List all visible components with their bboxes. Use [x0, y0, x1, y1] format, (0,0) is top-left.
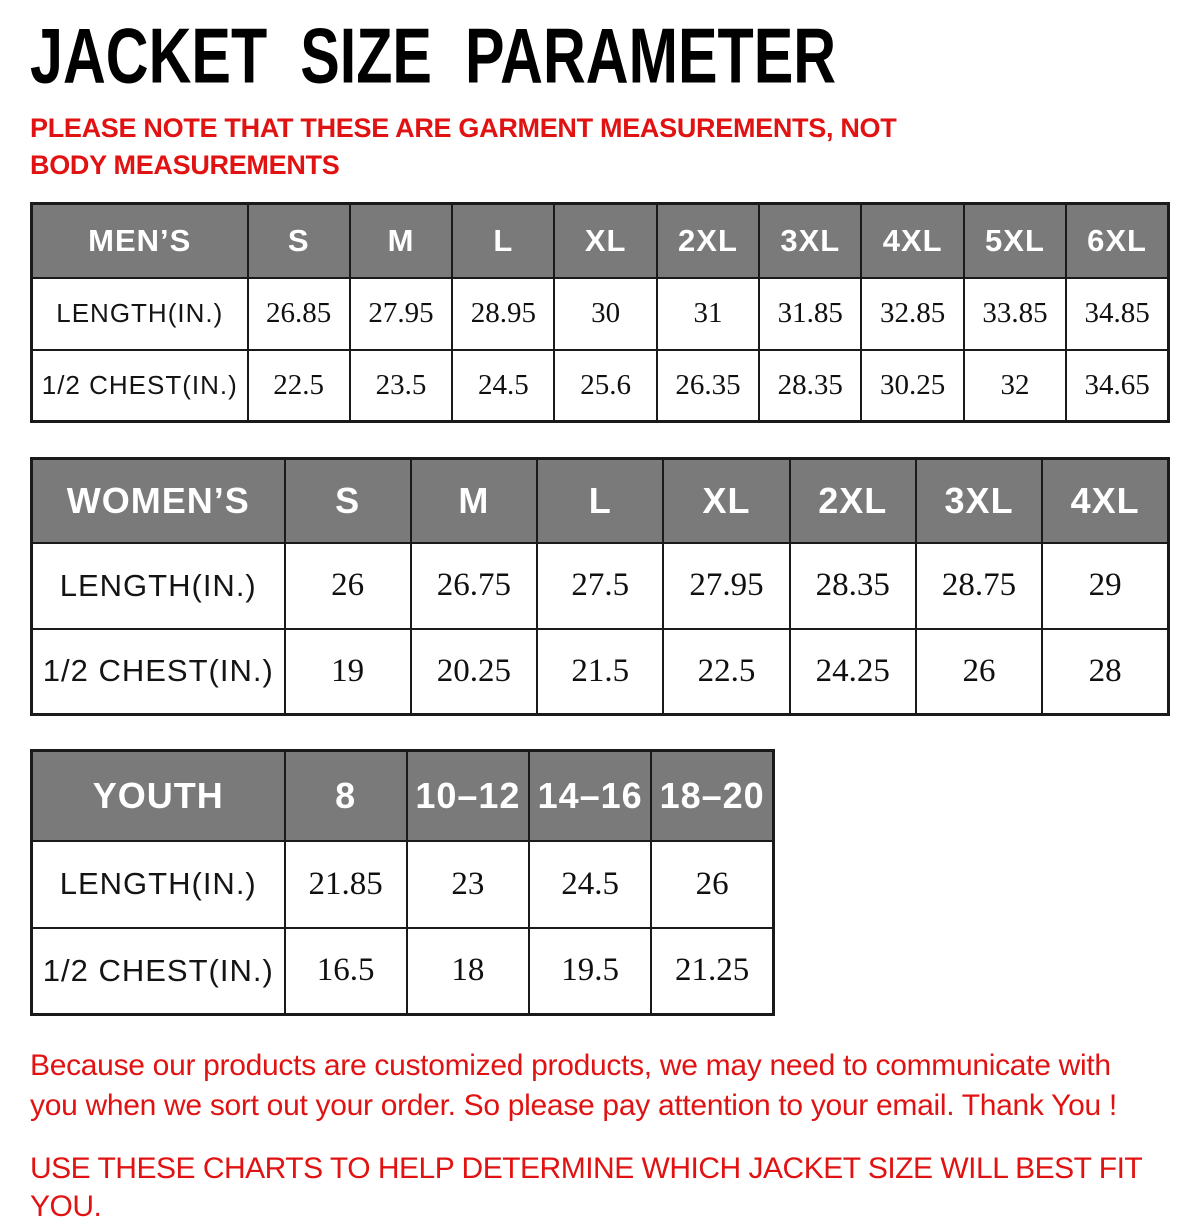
size-value: 30: [554, 278, 656, 350]
size-header: 10–12: [407, 751, 529, 841]
size-value: 32.85: [861, 278, 963, 350]
table-row: [32, 841, 774, 928]
size-header: XL: [663, 459, 789, 543]
fit-advice-line: USE THESE CHARTS TO HELP DETERMINE WHICH JACKET SIZE WILL BEST FIT YOU.: [30, 1152, 1142, 1223]
size-value: 24.5: [452, 350, 554, 422]
row-label: 1/2 CHEST(IN.): [32, 928, 285, 1015]
size-value: 19.5: [529, 928, 651, 1015]
size-value: 28.95: [452, 278, 554, 350]
size-value: 26.85: [248, 278, 350, 350]
size-header: 6XL: [1066, 204, 1168, 278]
size-value: 30.25: [861, 350, 963, 422]
size-value: 31.85: [759, 278, 861, 350]
garment-measurement-note: PLEASE NOTE THAT THESE ARE GARMENT MEASUREMENTS, NOT BODY MEASUREMENTS: [30, 113, 897, 180]
size-header: 3XL: [759, 204, 861, 278]
size-header: M: [411, 459, 537, 543]
size-header: 2XL: [657, 204, 759, 278]
row-label: LENGTH(IN.): [32, 841, 285, 928]
size-header: M: [350, 204, 452, 278]
size-value: 26.75: [411, 543, 537, 629]
size-value: 27.95: [663, 543, 789, 629]
size-value: 27.95: [350, 278, 452, 350]
size-value: 29: [1042, 543, 1168, 629]
size-value: 19: [285, 629, 411, 715]
size-value: 23.5: [350, 350, 452, 422]
size-table-mens: [30, 202, 1170, 423]
row-label: 1/2 CHEST(IN.): [32, 629, 285, 715]
size-header: 2XL: [790, 459, 916, 543]
size-value: 18: [407, 928, 529, 1015]
size-header: 8: [285, 751, 407, 841]
size-header: 4XL: [861, 204, 963, 278]
size-value: 21.25: [651, 928, 773, 1015]
size-value: 24.25: [790, 629, 916, 715]
size-value: 28: [1042, 629, 1168, 715]
customization-notice: Because our products are customized products, we may need to communicate with you when we sort out your order. So please pay attention to your email. Thank You !: [30, 1049, 1117, 1122]
size-value: 34.65: [1066, 350, 1168, 422]
page-title-text: JACKET SIZE PARAMETER: [30, 13, 837, 100]
table-row: [32, 350, 1169, 422]
size-value: 23: [407, 841, 529, 928]
size-value: 26: [651, 841, 773, 928]
size-value: 33.85: [964, 278, 1066, 350]
table-row: [32, 928, 774, 1015]
size-value: 28.35: [759, 350, 861, 422]
size-value: 34.85: [1066, 278, 1168, 350]
table-row: [32, 629, 1169, 715]
size-value: 22.5: [248, 350, 350, 422]
size-header: 5XL: [964, 204, 1066, 278]
row-label: LENGTH(IN.): [32, 278, 248, 350]
table-row: [32, 543, 1169, 629]
size-value: 24.5: [529, 841, 651, 928]
size-header: S: [248, 204, 350, 278]
size-header: L: [452, 204, 554, 278]
row-label: LENGTH(IN.): [32, 543, 285, 629]
row-label: 1/2 CHEST(IN.): [32, 350, 248, 422]
size-value: 26: [285, 543, 411, 629]
mens-group-header: MEN’S: [32, 204, 248, 278]
size-table-womens: [30, 457, 1170, 716]
size-value: 28.35: [790, 543, 916, 629]
size-value: 28.75: [916, 543, 1042, 629]
size-value: 21.5: [537, 629, 663, 715]
size-header: S: [285, 459, 411, 543]
size-value: 26.35: [657, 350, 759, 422]
size-value: 32: [964, 350, 1066, 422]
size-value: 27.5: [537, 543, 663, 629]
size-header: XL: [554, 204, 656, 278]
size-header: 14–16: [529, 751, 651, 841]
womens-group-header: WOMEN’S: [32, 459, 285, 543]
table-row: [32, 278, 1169, 350]
size-header: L: [537, 459, 663, 543]
size-value: 21.85: [285, 841, 407, 928]
size-value: 16.5: [285, 928, 407, 1015]
size-header: 4XL: [1042, 459, 1168, 543]
size-header: 3XL: [916, 459, 1042, 543]
size-value: 25.6: [554, 350, 656, 422]
size-tables-container: [30, 202, 1170, 1016]
size-value: 31: [657, 278, 759, 350]
size-table-youth: [30, 749, 775, 1016]
size-value: 22.5: [663, 629, 789, 715]
size-header: 18–20: [651, 751, 773, 841]
size-value: 26: [916, 629, 1042, 715]
page-title: [30, 13, 1170, 100]
youth-group-header: YOUTH: [32, 751, 285, 841]
size-value: 20.25: [411, 629, 537, 715]
